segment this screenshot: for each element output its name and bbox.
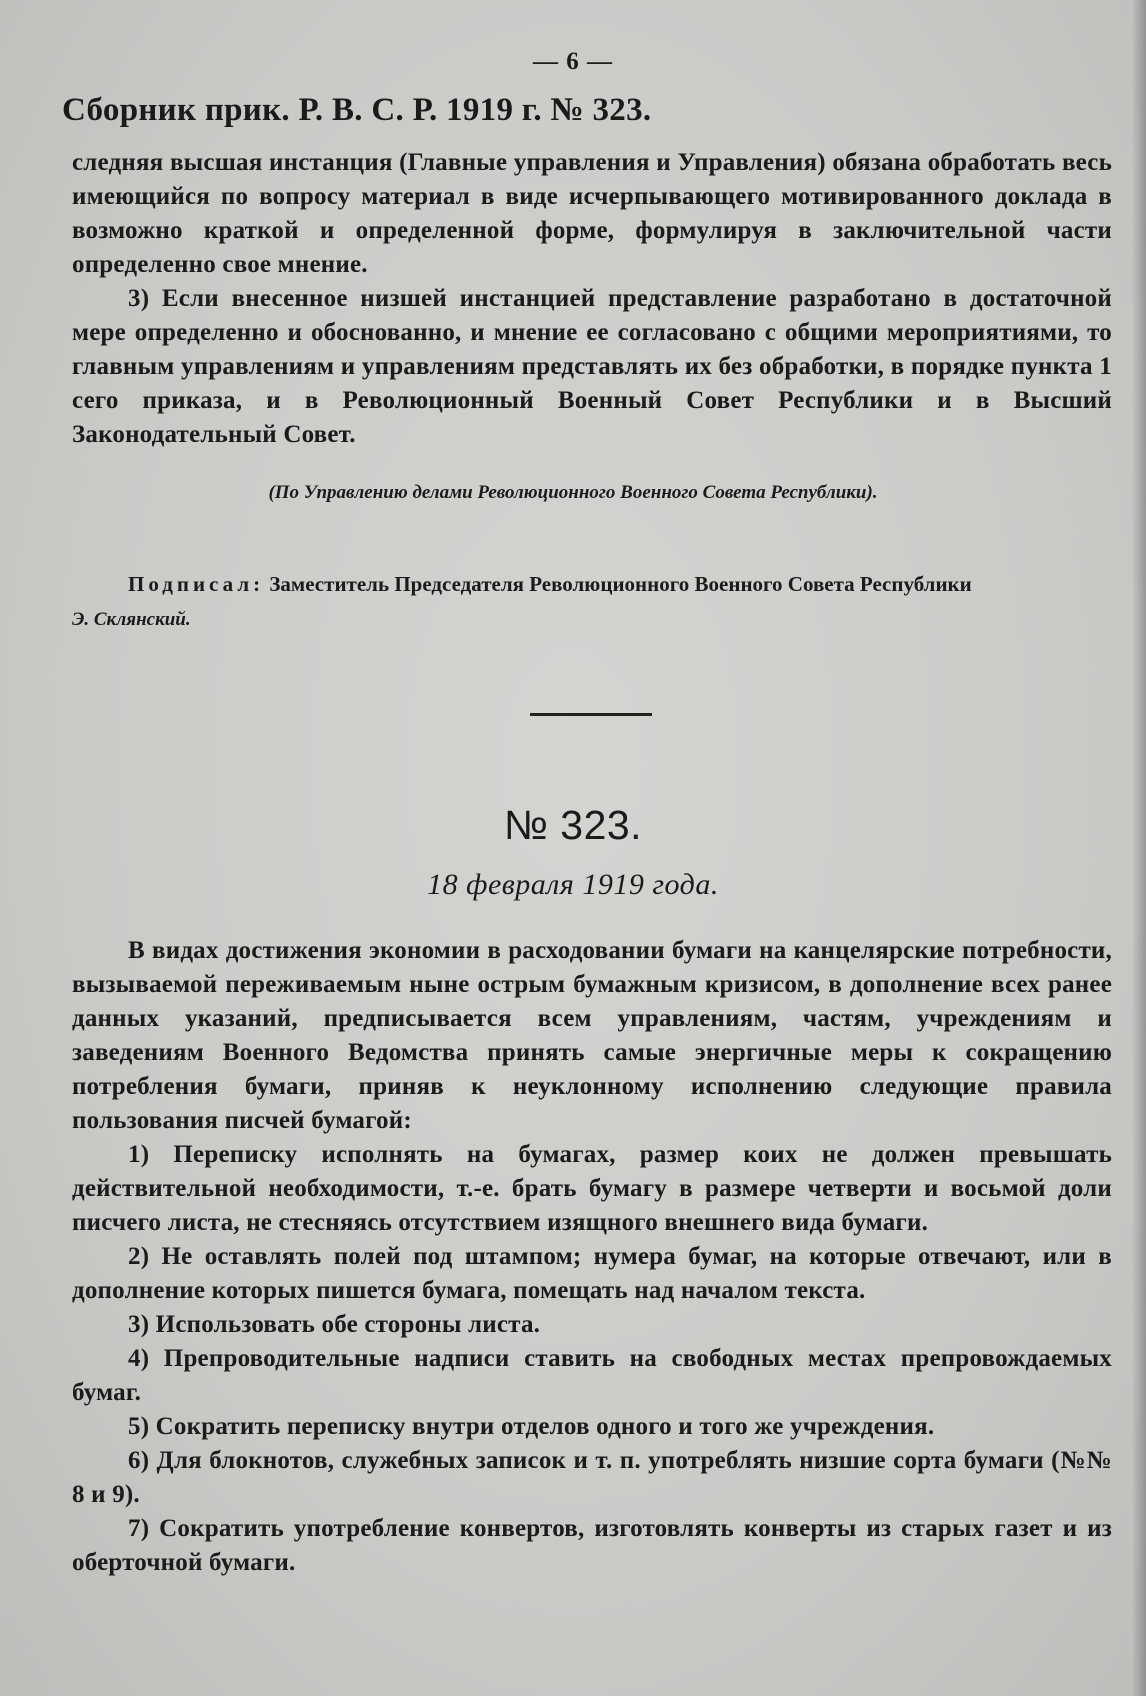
point-3: 3) Если внесенное низшей инстанцией представление разработано в достаточной мере определенно и обоснованно, и мнение ее согласовано с общими мероприятиями, то главным управлениям и управлениям представлять их без обработки, в порядке пункта 1 сего приказа, и в Революционный Военный Совет Республики и в Высший Законодательный Совет. <box>72 285 1112 448</box>
signature-title: Заместитель Председателя Революционного Военного Совета Республики <box>269 572 972 596</box>
page-number: — 6 — <box>533 48 613 75</box>
top-section <box>72 146 1112 452</box>
section-divider <box>530 713 652 716</box>
order-intro: В видах достижения экономии в расходовании бумаги на канцелярские потребности, вызываемой переживаемым ныне острым бумажным кризисом, в дополнение всех ранее данных указаний, предписывается всем управлениям, частям, учреждениям и заведениям Военного Ведомства принять самые энергичные меры к сокращению потребления бумаги, приняв к неуклонному исполнению следующие правила пользования писчей бумагой: <box>72 937 1112 1134</box>
signature-name: Э. Склянский. <box>72 609 191 630</box>
order-body <box>72 934 1112 1580</box>
office-note: (По Управлению делами Революционного Военного Совета Республики). <box>268 482 878 503</box>
rule-item: 7) Сократить употребление конвертов, изготовлять конверты из старых газет и из оберточной бумаги. <box>72 1515 1112 1576</box>
order-date: 18 февраля 1919 года. <box>427 868 719 901</box>
signature-label: Подписал: <box>128 572 265 596</box>
rule-item: 5) Сократить переписку внутри отделов одного и того же учреждения. <box>128 1413 935 1440</box>
rule-item: 2) Не оставлять полей под штампом; нумера бумаг, на которые отвечают, или в дополнение которых пишется бумага, помещать над началом текста. <box>72 1243 1112 1304</box>
rule-item: 4) Препроводительные надписи ставить на свободных местах препровождаемых бумаг. <box>72 1345 1112 1406</box>
continued-paragraph: следняя высшая инстанция (Главные управления и Управления) обязана обработать весь имеющийся по вопросу материал в виде исчерпывающего мотивированного доклада в возможно краткой и определенной форме, формулируя в заключительной части определенно свое мнение. <box>72 149 1112 278</box>
rule-item: 3) Использовать обе стороны листа. <box>128 1311 541 1338</box>
rule-item: 6) Для блокнотов, служебных записок и т. п. употреблять низшие сорта бумаги (№№ 8 и 9). <box>72 1447 1112 1508</box>
running-header: Сборник прик. Р. В. С. Р. 1919 г. № 323. <box>62 92 652 128</box>
order-number: № 323. <box>503 802 643 848</box>
signature-block <box>72 566 1112 638</box>
rule-item: 1) Переписку исполнять на бумагах, размер коих не должен превышать действительной необходимости, т.-е. брать бумагу в размере четверти и восьмой доли писчего листа, не стесняясь отсутствием изящного внешнего вида бумаги. <box>72 1141 1112 1236</box>
